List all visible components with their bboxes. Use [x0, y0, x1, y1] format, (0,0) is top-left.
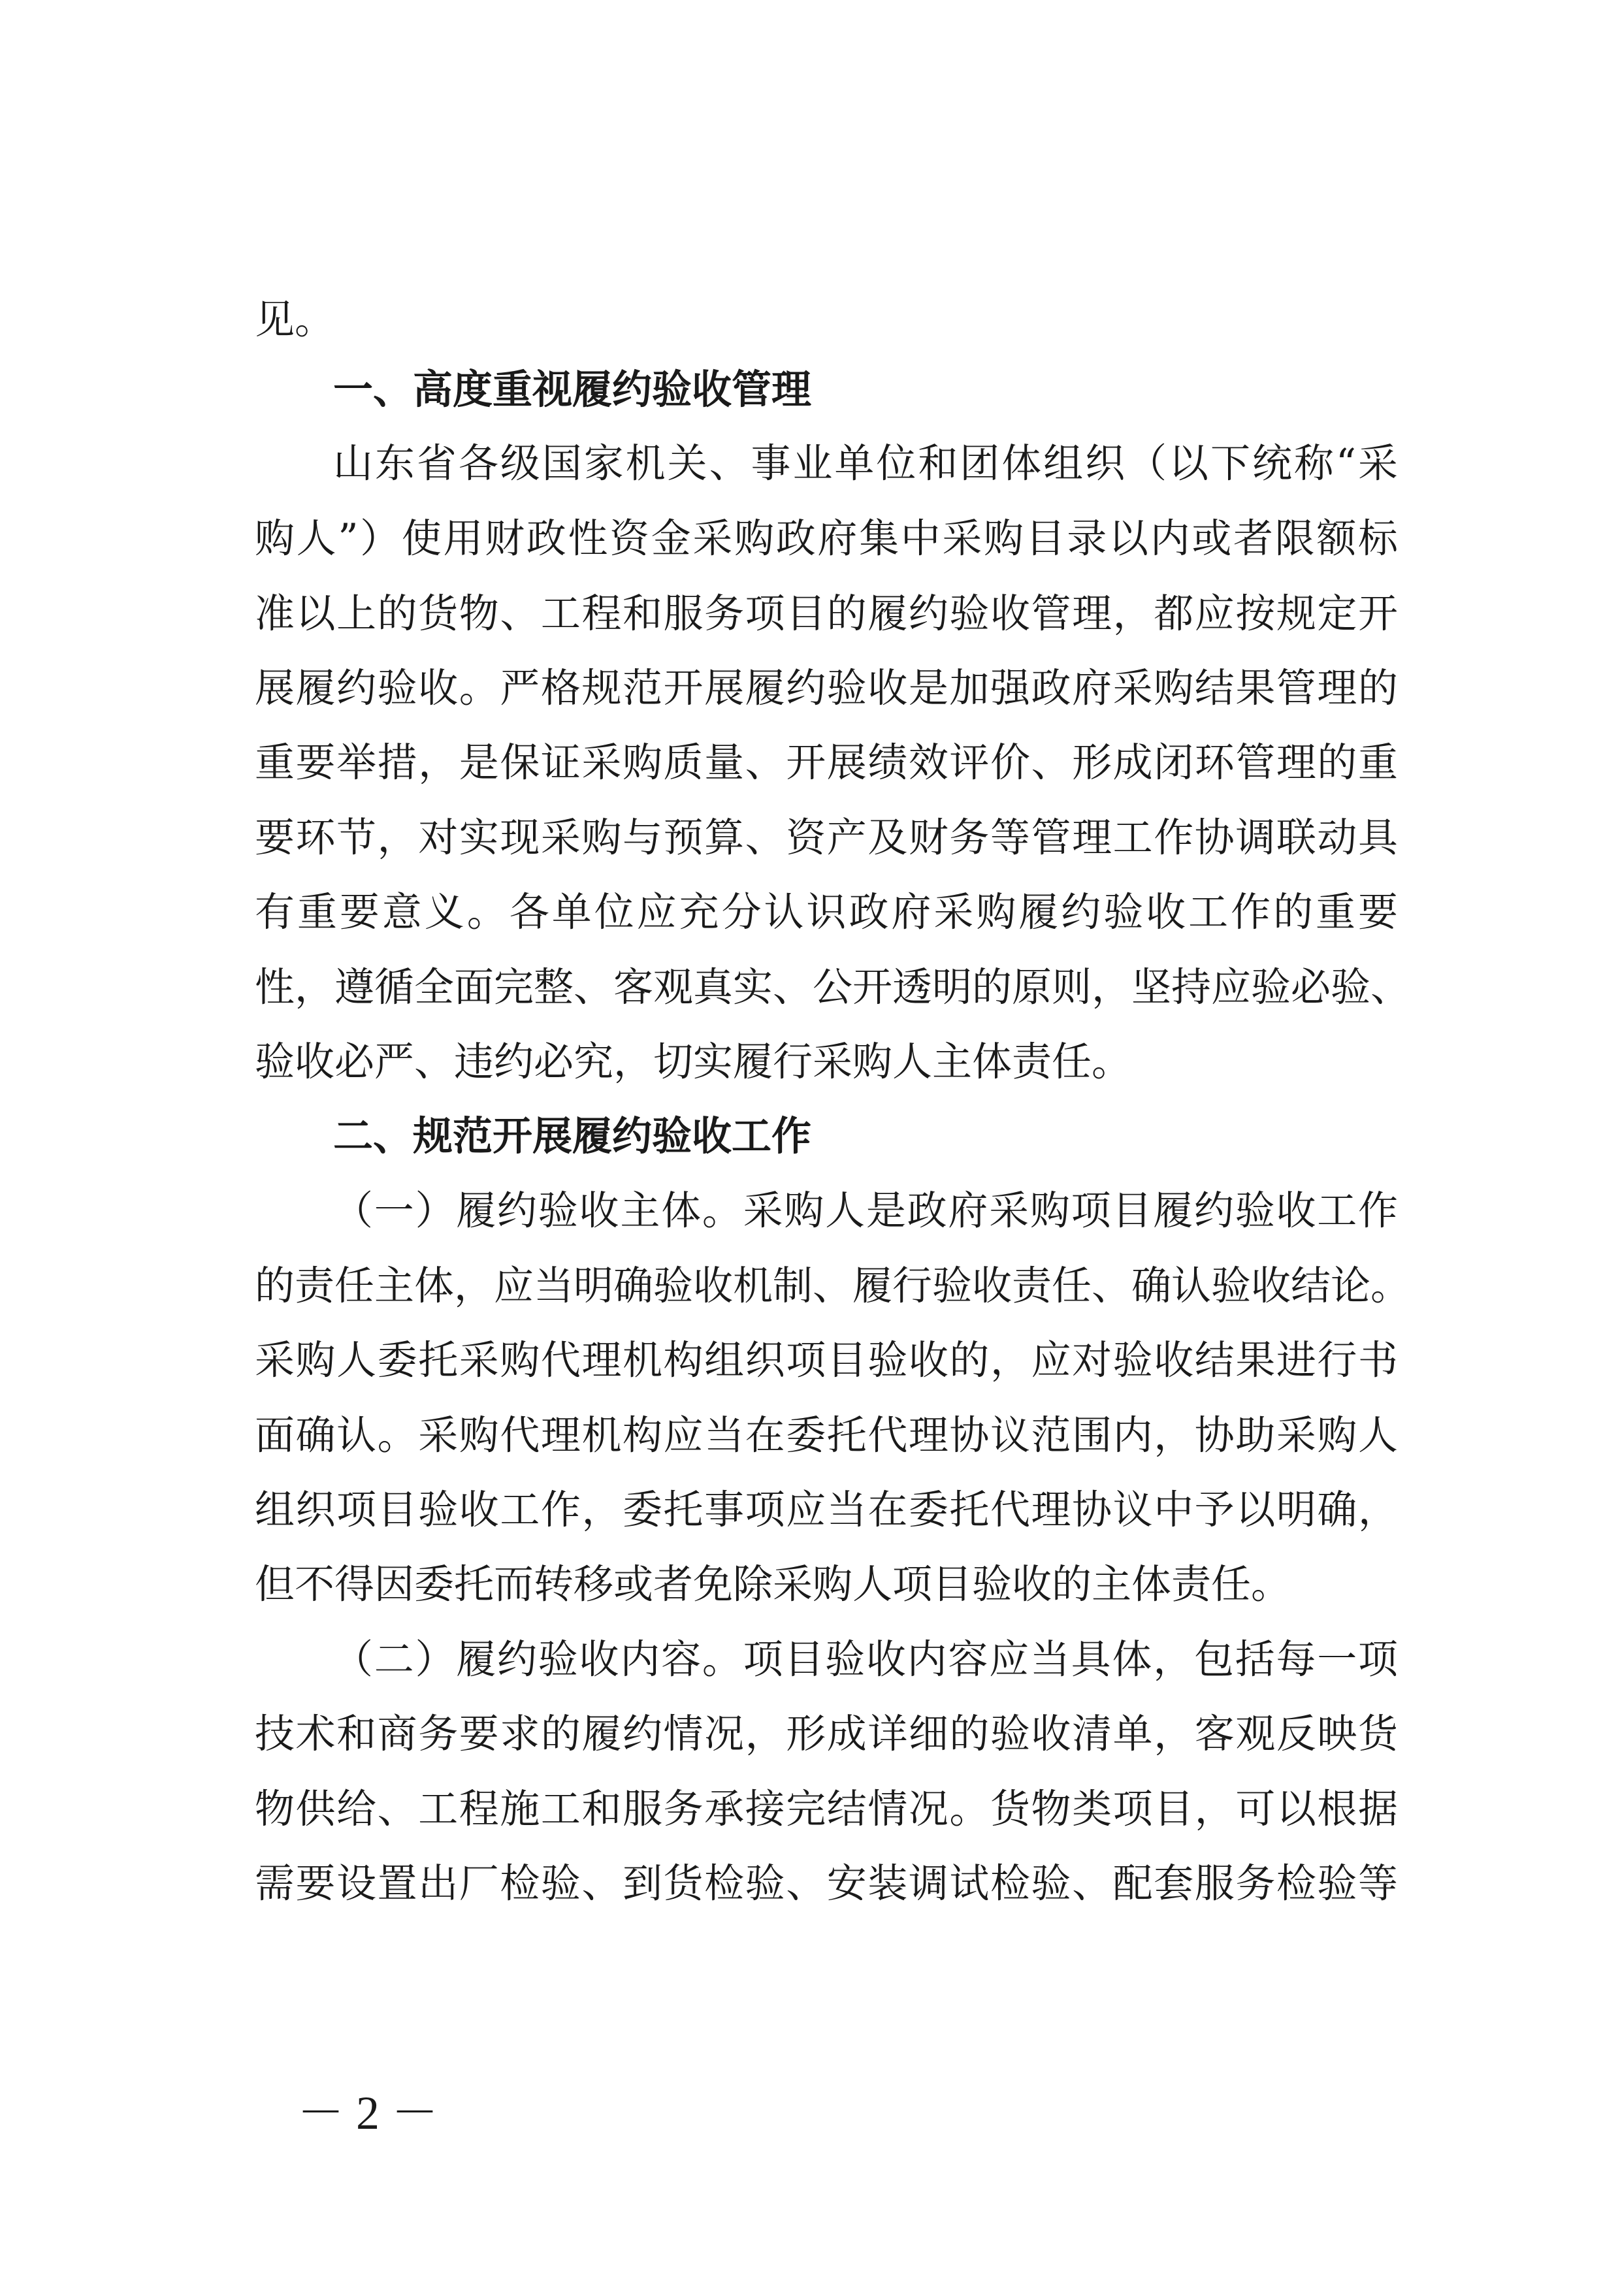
text-line: 组织项目验收工作，委托事项应当在委托代理协议中予以明确， — [255, 1487, 1398, 1533]
text-line: 采购人委托采购代理机构组织项目验收的，应对验收结果进行书 — [255, 1337, 1398, 1383]
text-line: 但不得因委托而转移或者免除采购人项目验收的主体责任。 — [255, 1561, 1291, 1608]
text-line: 展履约验收。严格规范开展履约验收是加强政府采购结果管理的 — [255, 665, 1398, 711]
text-line: （二）履约验收内容。项目验收内容应当具体，包括每一项 — [333, 1636, 1398, 1683]
text-line: 技术和商务要求的履约情况，形成详细的验收清单，客观反映货 — [255, 1711, 1398, 1757]
text-line: 面确认。采购代理机构应当在委托代理协议范围内，协助采购人 — [255, 1412, 1398, 1459]
text-line: 性，遵循全面完整、客观真实、公开透明的原则，坚持应验必验、 — [255, 964, 1411, 1011]
text-line: 要环节，对实现采购与预算、资产及财务等管理工作协调联动具 — [255, 815, 1398, 861]
text-line: 准以上的货物、工程和服务项目的履约验收管理，都应按规定开 — [255, 590, 1398, 637]
text-line: （一）履约验收主体。采购人是政府采购项目履约验收工作 — [333, 1188, 1398, 1234]
text-line: 见。 — [255, 297, 335, 343]
text-line: 购人”）使用财政性资金采购政府集中采购目录以内或者限额标 — [255, 515, 1398, 562]
text-line: 的责任主体，应当明确验收机制、履行验收责任、确认验收结论。 — [255, 1263, 1411, 1309]
page-number: － 2 － — [297, 2087, 439, 2139]
text-line: 山东省各级国家机关、事业单位和团体组织（以下统称“采 — [333, 440, 1398, 487]
text-line: 需要设置出厂检验、到货检验、安装调试检验、配套服务检验等 — [255, 1860, 1398, 1907]
text-line: 有重要意义。各单位应充分认识政府采购履约验收工作的重要 — [255, 889, 1398, 935]
text-line: 物供给、工程施工和服务承接完结情况。货物类项目，可以根据 — [255, 1786, 1398, 1832]
text-line: 验收必严、违约必究，切实履行采购人主体责任。 — [255, 1039, 1132, 1085]
section-heading: 二、规范开展履约验收工作 — [333, 1113, 812, 1159]
text-line: 重要举措，是保证采购质量、开展绩效评价、形成闭环管理的重 — [255, 739, 1398, 786]
section-heading: 一、高度重视履约验收管理 — [333, 366, 812, 413]
